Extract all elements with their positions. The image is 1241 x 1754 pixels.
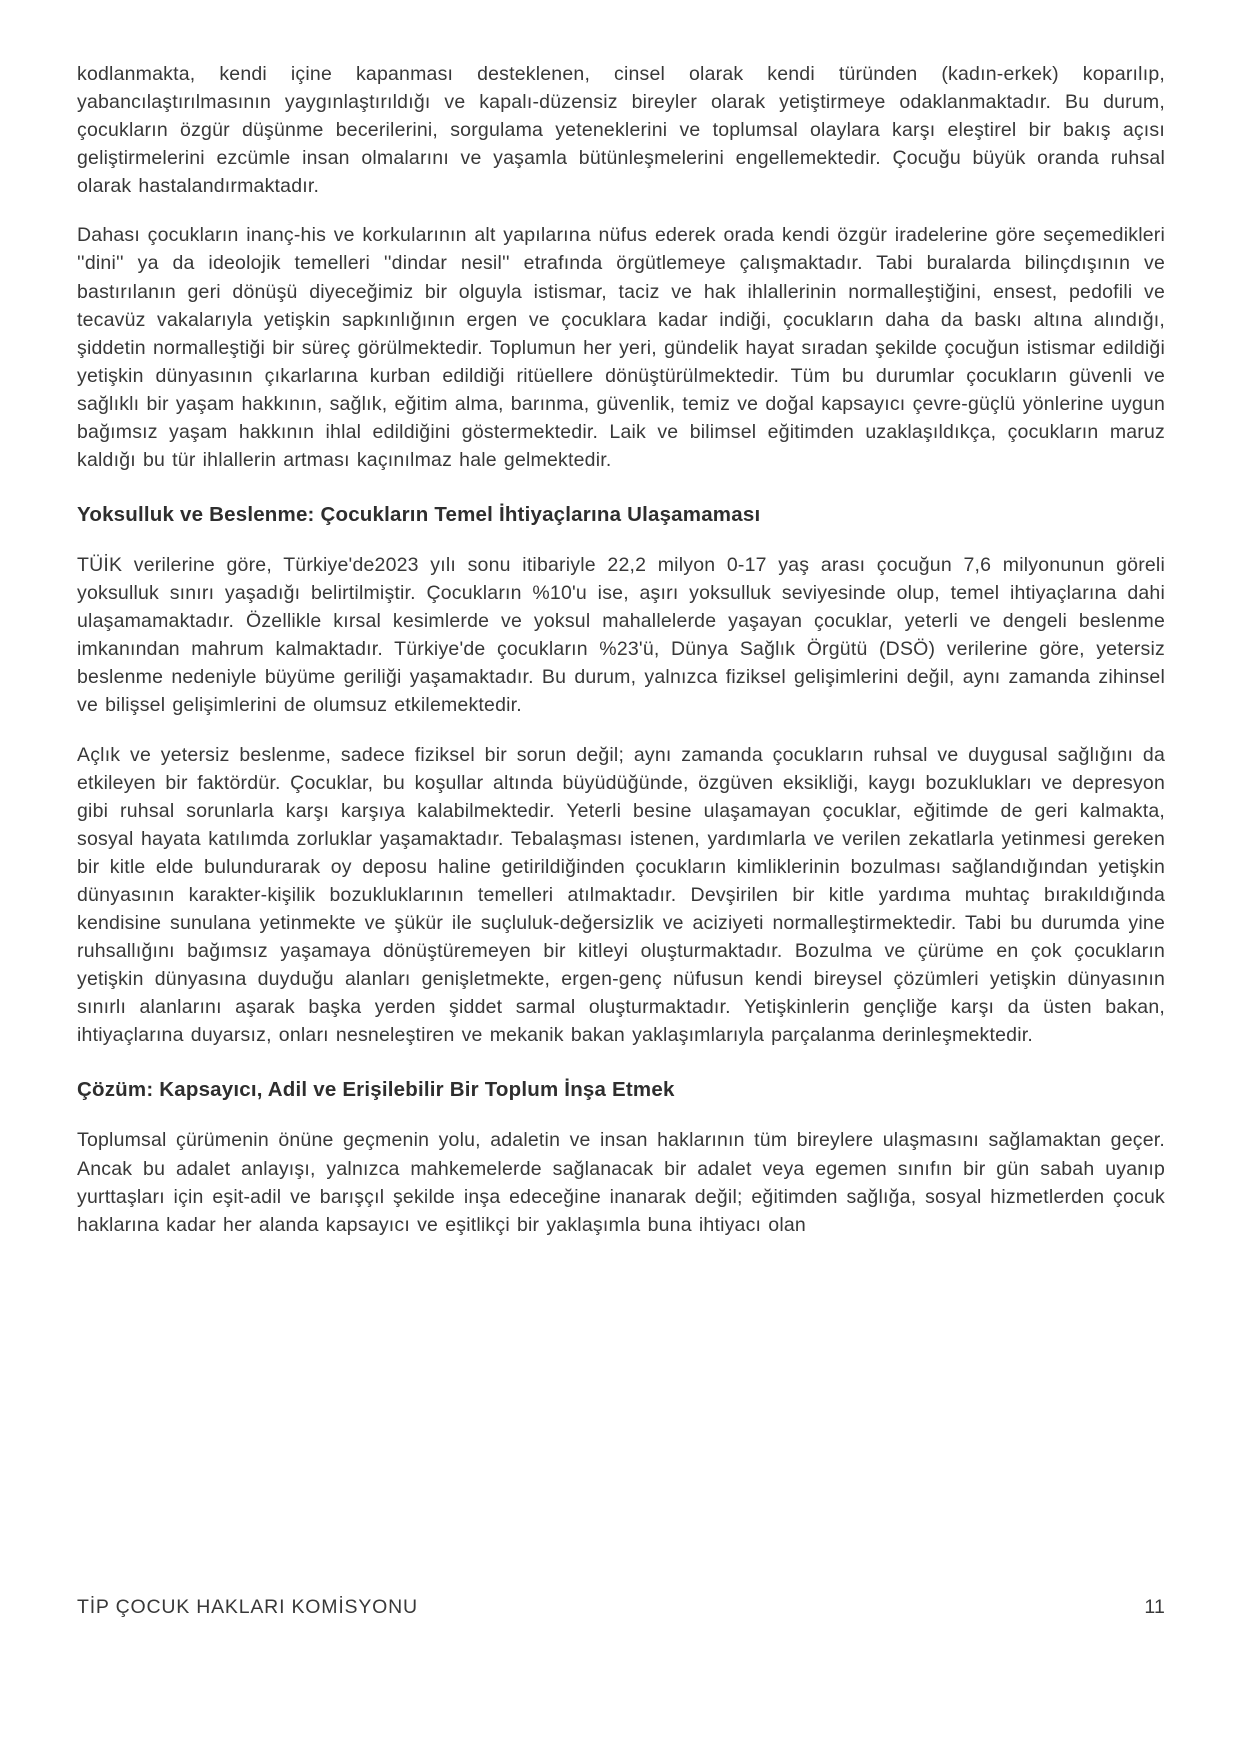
- paragraph: TÜİK verilerine göre, Türkiye'de2023 yılı sonu itibariyle 22,2 milyon 0-17 yaş arası çocuğun 7,6 milyonunun göreli yoksulluk sınırı yaşadığı belirtilmiştir. Çocukların %10'u ise, aşırı yoksulluk seviyesinde olup, temel ihtiyaçlarına dahi ulaşamamaktadır. Özellikle kırsal kesimlerde ve yoksul mahallelerde yaşayan çocuklar, yeterli ve dengeli beslenme imkanından mahrum kalmaktadır. Türkiye'de çocukların %23'ü, Dünya Sağlık Örgütü (DSÖ) verilerine göre, yetersiz beslenme nedeniyle büyüme geriliği yaşamaktadır. Bu durum, yalnızca fiziksel gelişimlerini değil, aynı zamanda zihinsel ve bilişsel gelişimlerini de olumsuz etkilemektedir.: [77, 554, 1165, 717]
- page-number: 11: [1144, 1596, 1165, 1618]
- section-heading-solution: Çözüm: Kapsayıcı, Adil ve Erişilebilir Bir Toplum İnşa Etmek: [77, 1078, 675, 1102]
- paragraph: Açlık ve yetersiz beslenme, sadece fiziksel bir sorun değil; aynı zamanda çocukların ruhsal ve duygusal sağlığını da etkileyen bir faktördür. Çocuklar, bu koşullar altında büyüdüğünde, özgüven eksikliği, kaygı bozuklukları ve depresyon gibi ruhsal sorunlarla karşı karşıya kalabilmektedir. Yeterli besine ulaşamayan çocuklar, eğitimde de geri kalmakta, sosyal hayata katılımda zorluklar yaşamaktadır. Tebalaşması istenen, yardımlarla ve verilen zekatlarla yetinmesi gereken bir kitle elde bulundurarak oy deposu haline getirildiğinden çocukların kimliklerinin bozulması sağlandığından yetişkin dünyasının karakter-kişilik bozukluklarının temelleri atılmaktadır. Devşirilen bir kitle yardıma muhtaç bırakıldığında kendisine sunulana yetinmekte ve şükür ile suçluluk-değersizlik ve aciziyeti normalleştirmektedir. Tabi bu durumda yine ruhsallığını bağımsız yaşamaya dönüştüremeyen bir kitleyi oluşturmaktadır. Bozulma ve çürüme en çok çocukların yetişkin dünyasına duyduğu alanları genişletmekte, ergen-genç nüfusun kendi bireysel çözümleri yetişkin dünyasının sınırlı alanlarını aşarak başka yerden şiddet sarmal oluşturmaktadır. Yetişkinlerin gençliğe karşı da üsten bakan, ihtiyaçlarına duyarsız, onları nesneleştiren ve mekanik bakan yaklaşımlarıyla parçalanma derinleşmektedir.: [77, 743, 1165, 1047]
- page-footer: [77, 1596, 1165, 1619]
- paragraph: Dahası çocukların inanç-his ve korkularının alt yapılarına nüfus ederek orada kendi özgür iradelerine göre seçemedikleri ''dini'' ya da ideolojik temelleri ''dindar nesil'' etrafında örgütlemeye çalışmaktadır. Tabi buralarda bilinçdışının ve bastırılanın geri dönüşü diyeceğimiz bir olguyla istismar, taciz ve hak ihlallerinin normalleştiğini, ensest, pedofili ve tecavüz vakalarıyla yetişkin sapkınlığının ergen ve çocuklara kadar indiği, çocukların daha da baskı altına alındığı, şiddetin normalleştiği bir süreç görülmektedir. Toplumun her yeri, gündelik hayat sıradan şekilde çocuğun istismar edildiği yetişkin dünyasının çıkarlarına kurban edildiği ritüellere dönüştürülmektedir. Tüm bu durumlar çocukların güvenli ve sağlıklı bir yaşam hakkının, sağlık, eğitim alma, barınma, güvenlik, temiz ve doğal kapsayıcı çevre-güçlü yönlerine uygun bağımsız yaşam hakkının ihlal edildiğini göstermektedir. Laik ve bilimsel eğitimden uzaklaşıldıkça, çocukların maruz kaldığı bu tür ihlallerin artması kaçınılmaz hale gelmektedir.: [77, 224, 1165, 472]
- footer-org-name: TİP ÇOCUK HAKLARI KOMİSYONU: [77, 1596, 418, 1618]
- paragraph: Toplumsal çürümenin önüne geçmenin yolu, adaletin ve insan haklarının tüm bireylere ulaşmasını sağlamaktan geçer. Ancak bu adalet anlayışı, yalnızca mahkemelerde sağlanacak bir adalet veya egemen sınıfın bir gün sabah uyanıp yurttaşları için eşit-adil ve barışçıl şekilde inşa edeceğine inanarak değil; eğitimden sağlığa, sosyal hizmetlerden çocuk haklarına kadar her alanda kapsayıcı ve eşitlikçi bir yaklaşımla buna ihtiyacı olan: [77, 1129, 1165, 1236]
- section-heading-poverty-nutrition: Yoksulluk ve Beslenme: Çocukların Temel İhtiyaçlarına Ulaşamaması: [77, 503, 761, 527]
- paragraph-continuation: kodlanmakta, kendi içine kapanması desteklenen, cinsel olarak kendi türünden (kadın-erkek) koparılıp, yabancılaştırılmasının yaygınlaştırıldığı ve kapalı-düzensiz bireyler olarak yetiştirmeye odaklanmaktadır. Bu durum, çocukların özgür düşünme becerilerini, sorgulama yeteneklerini ve toplumsal olaylara karşı eleştirel bir bakış açısı geliştirmelerini ezcümle insan olmalarını ve yaşamla bütünleşmelerini engellemektedir. Çocuğu büyük oranda ruhsal olarak hastalandırmaktadır.: [77, 63, 1165, 198]
- page-content: [77, 60, 1165, 1260]
